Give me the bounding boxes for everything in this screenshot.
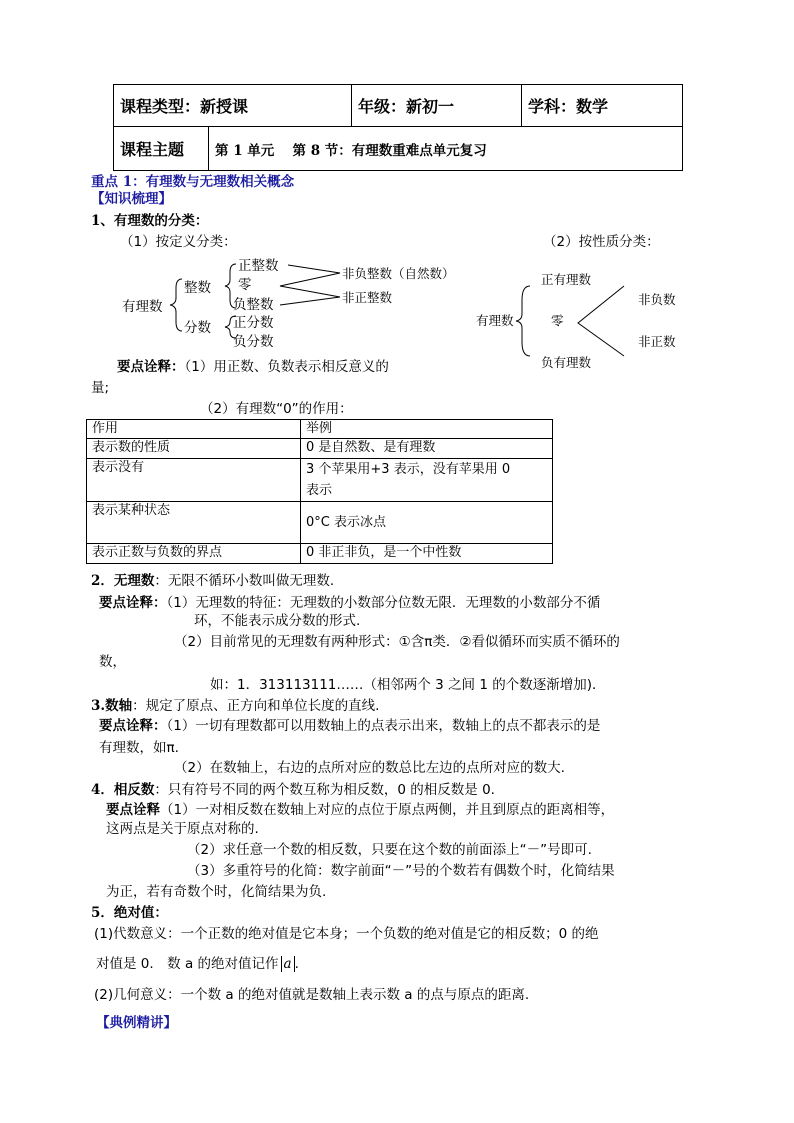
key-point-2: （2）有理数“0”的作用：: [200, 401, 353, 417]
section-4-title: [91, 781, 495, 799]
section-3-key-1a-line: [99, 717, 600, 735]
section-3-term: 数轴: [105, 698, 133, 714]
section-4-definition: ：只有符号不同的两个数互称为相反数，0 的相反数是 0.: [154, 782, 495, 798]
tree2-root: 有理数: [476, 313, 514, 328]
table-row-2-example-line2: 表示: [306, 483, 333, 498]
section-4-key-1b: 这两点是关于原点对称的.: [106, 821, 259, 837]
section-4-number: 4．: [91, 782, 114, 798]
section-4-key-label: 要点诠释: [106, 802, 160, 818]
section-3-key-1b: 有理数，如π.: [99, 740, 179, 756]
tree2-non-negative: 非负数: [638, 292, 676, 307]
tree1-negative-integer: 负整数: [233, 297, 274, 313]
tree1-fraction: 分数: [184, 320, 211, 336]
section-4-key-2: （2）求任意一个数的相反数，只要在这个数的前面添上“－”号即可.: [187, 842, 592, 858]
section-2-key-1b: 环，不能表示成分数的形式.: [194, 613, 361, 629]
key-point-1b: 量;: [91, 380, 110, 396]
section-3-definition: ：规定了原点、正方向和单位长度的直线.: [132, 698, 380, 714]
tree1-positive-fraction: 正分数: [233, 315, 274, 331]
key-points-label: 要点诠释：: [117, 359, 185, 375]
section-2-key-1a: （1）无理数的特征：无理数的小数部分位数无限．无理数的小数部分不循: [166, 595, 601, 611]
section-4-key-3b: 为正，若有奇数个时，化简结果为负.: [106, 884, 327, 900]
tree2-positive-rational: 正有理数: [541, 272, 592, 287]
tree1-zero: 零: [238, 277, 252, 293]
section-3-title: [91, 697, 379, 715]
focus-title: 重点 1：有理数与无理数相关概念: [91, 174, 295, 190]
section-2-key-2b: 数，: [99, 654, 126, 670]
table-row-4-role: 表示正数与负数的界点: [87, 544, 301, 564]
section-2-key-2a: （2）目前常见的无理数有两种形式：①含π类．②看似循环而实质不循环的: [174, 634, 620, 650]
section-2-title: [91, 572, 334, 590]
section-5-title: 5．绝对值：: [91, 905, 168, 921]
tree1-root: 有理数: [122, 299, 163, 315]
section-4-key-1a-line: [106, 801, 614, 819]
tree1-integer: 整数: [184, 280, 211, 296]
tree2-zero: 零: [551, 313, 564, 328]
classify-by-nature: （2）按性质分类：: [543, 234, 660, 250]
topic-value-cell: 第 1 单元 第 8 节：有理数重难点单元复习: [209, 127, 683, 171]
table-row-2-role: 表示没有: [87, 459, 301, 502]
course-type-cell: 课程类型：新授课: [114, 85, 352, 127]
section-2-number: 2．: [91, 573, 114, 589]
section-3-key-2: （2）在数轴上，右边的点所对应的数总比左边的点所对应的数大.: [174, 760, 565, 776]
section-4-key-3a: （3）多重符号的化简：数字前面“－”号的个数若有偶数个时，化简结果: [187, 863, 615, 879]
section-4-term: 相反数: [113, 782, 155, 798]
table-row-3-role: 表示某种状态: [87, 502, 301, 544]
table-row-2-example: [301, 459, 553, 502]
section-3-key-1a: （1）一切有理数都可以用数轴上的点表示出来，数轴上的点不都表示的是: [166, 718, 601, 734]
grade-cell: 年级：新初一: [352, 85, 522, 127]
tree1-negative-fraction: 负分数: [233, 334, 274, 350]
section-5-para-2: (2)几何意义：一个数 a 的绝对值就是数轴上表示数 a 的点与原点的距离.: [94, 987, 530, 1003]
zero-role-table: [86, 419, 553, 564]
section-1-key-points: [117, 358, 389, 376]
classify-by-definition: （1）按定义分类：: [120, 234, 237, 250]
table-header-example: 举例: [301, 420, 553, 439]
table-row-1-example: 0 是自然数、是有理数: [301, 439, 553, 459]
tree2-non-positive: 非正数: [638, 334, 676, 349]
table-row-4-example: 0 非正非负，是一个中性数: [301, 544, 553, 564]
section-1-title: 1、有理数的分类：: [91, 213, 209, 229]
section-5-para-1b: 对值是 0. 数 a 的绝对值记作: [96, 956, 279, 972]
section-4-key-1a: （1）一对相反数在数轴上对应的点位于原点两侧，并且到原点的距离相等，: [160, 802, 615, 818]
section-2-term: 无理数: [113, 573, 155, 589]
section-5-period: .: [294, 956, 299, 972]
section-2-definition: ：无限不循环小数叫做无理数.: [154, 573, 335, 589]
table-row-3-example: 0°C 表示冰点: [301, 502, 553, 544]
subject-cell: 学科：数学: [522, 85, 683, 127]
section-2-key-label: 要点诠释：: [99, 595, 167, 611]
examples-tag: 【典例精讲】: [96, 1015, 177, 1031]
section-5-para-1b-line: [96, 955, 299, 973]
tree2-negative-rational: 负有理数: [541, 355, 592, 370]
tree1-positive-integer: 正整数: [238, 258, 279, 274]
section-2-key-2c: 如：1．313113111……（相邻两个 3 之间 1 的个数逐渐增加)．: [210, 677, 606, 693]
topic-label-cell: 课程主题: [114, 127, 209, 171]
section-3-number: 3.: [91, 698, 106, 714]
table-row-2-example-line1: 3 个苹果用+3 表示，没有苹果用 0: [306, 462, 511, 477]
abs-value-notation: a: [281, 956, 295, 972]
section-5-para-1a: (1)代数意义：一个正数的绝对值是它本身；一个负数的绝对值是它的相反数；0 的绝: [94, 926, 599, 942]
tree1-non-negative-integer: 非负整数（自然数）: [342, 266, 455, 281]
section-2-key-1a-line: [99, 594, 600, 612]
section-3-key-label: 要点诠释：: [99, 718, 167, 734]
tree1-non-positive-integer: 非正整数: [342, 290, 393, 305]
table-header-role: 作用: [87, 420, 301, 439]
table-row-1-role: 表示数的性质: [87, 439, 301, 459]
key-point-1a: （1）用正数、负数表示相反意义的: [184, 359, 389, 375]
knowledge-tag: 【知识梳理】: [91, 191, 172, 207]
